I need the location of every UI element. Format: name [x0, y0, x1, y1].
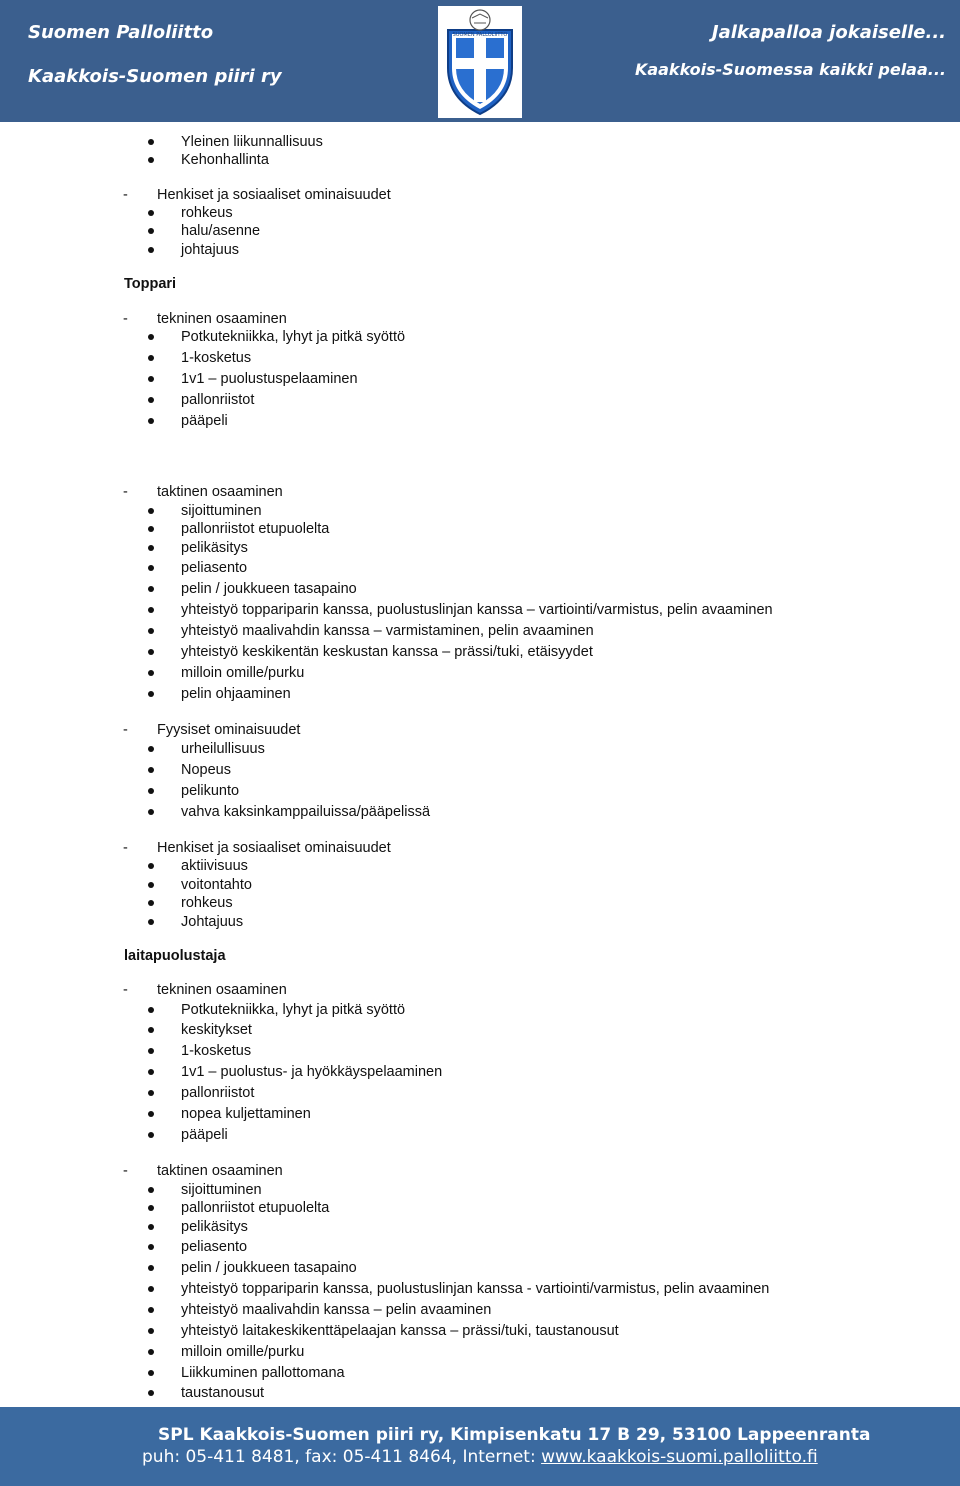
bullet-list-item: rohkeus — [181, 205, 233, 221]
bullet-list-item: pelin / joukkueen tasapaino — [181, 1260, 357, 1276]
bullet-list-item: sijoittuminen — [181, 503, 262, 519]
bullet-list-item: Kehonhallinta — [181, 152, 269, 168]
bullet-list-item: yhteistyö maalivahdin kanssa – pelin avaaminen — [181, 1302, 492, 1318]
section-heading: laitapuolustaja — [124, 948, 226, 964]
bullet-list-item: Potkutekniikka, lyhyt ja pitkä syöttö — [181, 1002, 406, 1018]
bullet-list-item: 1v1 – puolustus- ja hyökkäyspelaaminen — [181, 1064, 443, 1080]
slogan-primary: Jalkapalloa jokaiselle... — [711, 22, 946, 43]
bullet-list-item: yhteistyö maalivahdin kanssa – varmistaminen, pelin avaaminen — [181, 623, 594, 639]
bullet-list-item: keskitykset — [181, 1022, 252, 1038]
dash-list-item: - tekninen osaaminen — [157, 310, 287, 328]
bullet-list-item: urheilullisuus — [181, 741, 265, 757]
bullet-list-item: yhteistyö toppariparin kanssa, puolustuslinjan kanssa – vartiointi/varmistus, pelin avaaminen — [181, 602, 773, 618]
bullet-list-item: pallonriistot — [181, 1085, 255, 1101]
bullet-list-item: pääpeli — [181, 1127, 228, 1143]
bullet-list-item: johtajuus — [181, 242, 240, 258]
bullet-list-item: nopea kuljettaminen — [181, 1106, 311, 1122]
bullet-list-item: vahva kaksinkamppailuissa/pääpelissä — [181, 804, 431, 820]
dash-list-item: - Henkiset ja sosiaaliset ominaisuudet — [157, 839, 391, 857]
bullet-list-item: Potkutekniikka, lyhyt ja pitkä syöttö — [181, 329, 406, 345]
logo-text: SUOMEN PALLOLIITTO — [452, 32, 508, 38]
header-band — [0, 0, 960, 122]
dash-list-item: - tekninen osaaminen — [157, 981, 287, 999]
bullet-list-item: halu/asenne — [181, 223, 261, 239]
dash-list-item: - taktinen osaaminen — [157, 483, 283, 501]
bullet-list-item: pallonriistot — [181, 392, 255, 408]
footer-contact — [142, 1447, 818, 1467]
district-name: Kaakkois-Suomen piiri ry — [28, 66, 282, 87]
footer-band — [0, 1407, 960, 1486]
bullet-list-item: 1-kosketus — [181, 1043, 252, 1059]
shield-logo-icon — [438, 6, 522, 118]
bullet-list-item: peliasento — [181, 560, 248, 576]
bullet-list-item: pelin / joukkueen tasapaino — [181, 581, 357, 597]
footer-phone: puh: 05-411 8481, fax: 05-411 8464, Internet: — [142, 1447, 542, 1467]
bullet-list-item: yhteistyö toppariparin kanssa, puolustuslinjan kanssa - vartiointi/varmistus, pelin avaaminen — [181, 1281, 770, 1297]
bullet-list-item: voitontahto — [181, 877, 252, 893]
bullet-list-item: Yleinen liikunnallisuus — [181, 134, 323, 150]
bullet-list-item: milloin omille/purku — [181, 1344, 305, 1360]
dash-list-item: - taktinen osaaminen — [157, 1162, 283, 1180]
slogan-secondary: Kaakkois-Suomessa kaikki pelaa... — [634, 60, 946, 79]
bullet-list-item: pelikäsitys — [181, 1219, 248, 1235]
bullet-list-item: milloin omille/purku — [181, 665, 305, 681]
footer-address: SPL Kaakkois-Suomen piiri ry, Kimpisenkatu 17 B 29, 53100 Lappeenranta — [158, 1425, 871, 1445]
bullet-list-item: rohkeus — [181, 895, 233, 911]
bullet-list-item: pelin ohjaaminen — [181, 686, 291, 702]
dash-list-item: - Fyysiset ominaisuudet — [157, 721, 300, 739]
bullet-list-item: Liikkuminen pallottomana — [181, 1365, 345, 1381]
bullet-list-item: yhteistyö laitakeskikenttäpelaajan kanssa – prässi/tuki, taustanousut — [181, 1323, 619, 1339]
bullet-list-item: Nopeus — [181, 762, 231, 778]
dash-list-item: - Henkiset ja sosiaaliset ominaisuudet — [157, 186, 391, 204]
bullet-list-item: aktiivisuus — [181, 858, 248, 874]
bullet-list-item: pallonriistot etupuolelta — [181, 521, 330, 537]
bullet-list-item: yhteistyö keskikentän keskustan kanssa – prässi/tuki, etäisyydet — [181, 644, 593, 660]
bullet-list-item: 1-kosketus — [181, 350, 252, 366]
section-heading: Toppari — [124, 276, 177, 292]
org-name: Suomen Palloliitto — [28, 22, 214, 43]
bullet-list-item: pelikäsitys — [181, 540, 248, 556]
bullet-list-item: pallonriistot etupuolelta — [181, 1200, 330, 1216]
bullet-list-item: taustanousut — [181, 1385, 265, 1401]
logo — [438, 6, 522, 118]
bullet-list-item: peliasento — [181, 1239, 248, 1255]
bullet-list-item: pelikunto — [181, 783, 240, 799]
bullet-list-item: sijoittuminen — [181, 1182, 262, 1198]
bullet-list-item: Johtajuus — [181, 914, 244, 930]
bullet-list-item: pääpeli — [181, 413, 228, 429]
footer-website-link[interactable]: www.kaakkois-suomi.palloliitto.fi — [541, 1447, 818, 1467]
bullet-list-item: 1v1 – puolustuspelaaminen — [181, 371, 358, 387]
